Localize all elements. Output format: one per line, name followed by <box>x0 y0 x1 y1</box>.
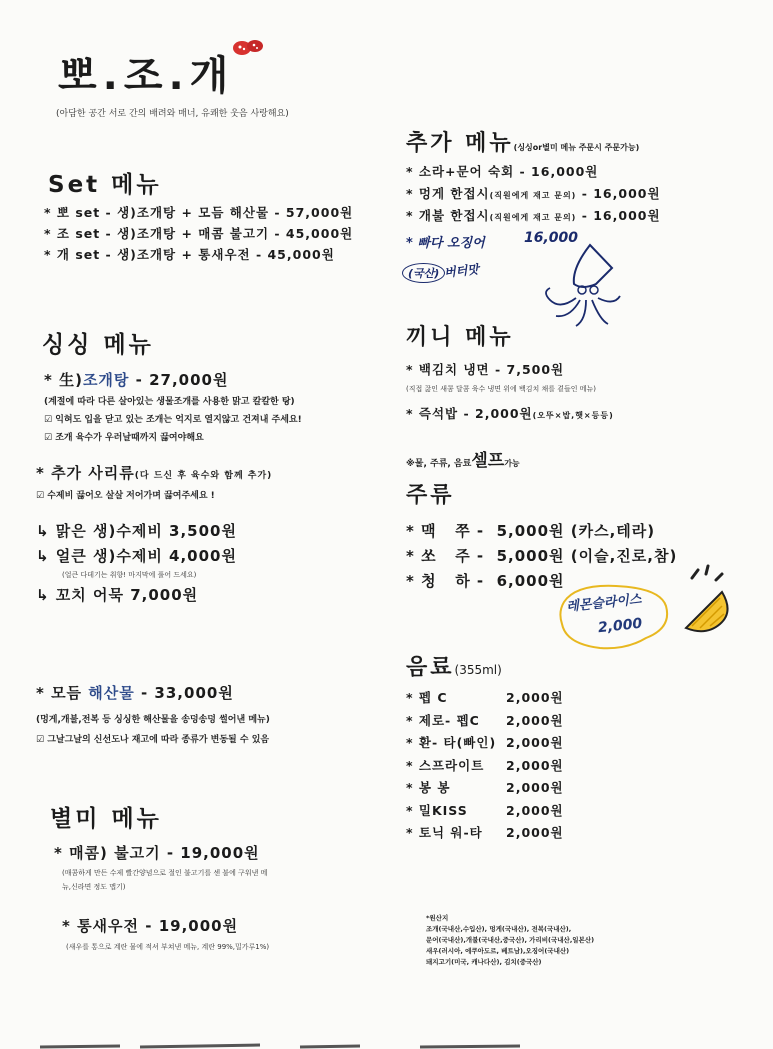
clam-soup-prefix: * 生) <box>44 371 83 389</box>
seafood-item <box>36 682 234 703</box>
spicy-note: (얼큰 다데기는 취향! 마지막에 풀어 드세요) <box>62 571 197 579</box>
bulgogi-note: 뉴,신라면 정도 맵기) <box>62 883 126 891</box>
drink-name: * 제로- 펩C <box>406 712 480 728</box>
origin-title: *원산지 <box>426 914 449 922</box>
extra-noodles-heading <box>36 462 272 483</box>
self-service-prefix: ※물, 주류, 음료 <box>406 459 472 469</box>
alcohol-item: * 맥 쭈 - 5,000원 (카스,테라) <box>406 522 656 540</box>
drink-price: 2,000원 <box>506 712 564 728</box>
drink-price: 2,000원 <box>506 825 564 840</box>
origin-info <box>426 913 594 968</box>
set-menu-heading: Set 메뉴 <box>48 172 162 198</box>
drink-name: * 환- 타(빠인) <box>406 735 497 750</box>
alcohol-item: * 청 하 - 6,000원 <box>406 572 565 590</box>
add-menu-item-name: * 개불 한접시 <box>406 208 490 223</box>
add-menu-heading-note: (싱싱or별미 메뉴 주문시 주문가능) <box>513 143 640 152</box>
self-service-word: 셀프 <box>471 451 505 471</box>
add-menu-item-note: (직원에게 재고 문의) <box>489 213 577 222</box>
rice-label: * 즉석밥 - 2,000원 <box>406 406 533 421</box>
add-menu-item <box>406 184 661 202</box>
set-menu-item: * 뽀 set - 생)조개탕 + 모듬 해산물 - 57,000원 <box>44 205 354 220</box>
clam-soup-warning: ☑ 익혀도 입을 닫고 있는 조개는 억지로 열지않고 건져내 주세요! <box>44 415 302 425</box>
add-menu-heading <box>406 126 639 157</box>
shrimp-item: * 통새우전 - 19,000원 <box>62 917 239 935</box>
set-menu-item: * 조 set - 생)조개탕 + 매콤 불고기 - 45,000원 <box>44 226 354 241</box>
drink-row <box>406 711 564 734</box>
drink-name: * 스프라이트 <box>406 757 485 773</box>
singsing-menu-heading: 싱싱 메뉴 <box>42 332 154 358</box>
drink-row <box>406 688 564 711</box>
drink-name: * 봉 봉 <box>406 780 451 795</box>
noodle-item: ↳ 맑은 생)수제비 3,500원 <box>36 522 237 540</box>
extra-noodles-title: * 추가 사리류 <box>36 464 135 482</box>
drink-row <box>406 778 564 801</box>
drink-price: 2,000원 <box>506 690 564 705</box>
butter-squid-item: * 빠다 오징어 <box>406 236 485 251</box>
origin-line: 문어(국내산),개불(국내산,중국산), 가리비(국내산,일본산) <box>426 936 595 944</box>
drink-name: * 토닉 워-타 <box>406 825 483 840</box>
drinks-heading-note: (355ml) <box>454 663 502 677</box>
origin-line: 조개(국내산,수입산), 멍게(국내산), 전복(국내산), <box>426 925 572 933</box>
lemon-slice-label: 레몬슬라이스 <box>565 592 643 615</box>
seafood-name: 해산물 <box>88 684 135 702</box>
butter-squid-taste: 버터맛 <box>443 262 480 280</box>
butter-squid-origin: (국산) <box>402 263 445 283</box>
naengmyeon-note: (직접 끓인 새콤 달콤 육수 냉면 위에 백김치 채를 곁들인 메뉴) <box>406 385 597 393</box>
drink-name: * 펩 C <box>406 690 448 705</box>
self-service-notice <box>406 446 520 471</box>
drink-price: 2,000원 <box>506 735 564 750</box>
seafood-prefix: * 모듬 <box>36 684 89 702</box>
rice-item <box>406 404 614 422</box>
bottom-edge-marks <box>0 1037 773 1049</box>
clam-soup-item <box>44 369 228 390</box>
add-menu-item-name: * 멍게 한접시 <box>406 186 490 201</box>
drink-price: 2,000원 <box>506 757 564 773</box>
clam-soup-warning: ☑ 조개 육수가 우러날때까지 끓여야해요 <box>44 433 204 443</box>
self-service-suffix: 가능 <box>504 459 520 468</box>
extra-noodles-heading-note: (다 드신 후 육수와 함께 추가) <box>134 471 273 481</box>
alcohol-item: * 쏘 주 - 5,000원 (이슬,진로,참) <box>406 547 678 565</box>
naengmyeon-item: * 백김치 냉면 - 7,500원 <box>406 362 565 377</box>
special-menu-heading: 별미 메뉴 <box>50 806 162 832</box>
seafood-note: (멍게,개불,전복 등 싱싱한 해산물을 송덩송덩 썰어낸 메뉴) <box>36 715 270 725</box>
drink-price: 2,000원 <box>506 802 564 818</box>
origin-line: 새우(러시아, 에쿠아도르, 베트남),오징어(국내산) <box>426 947 570 955</box>
fishcake-item: ↳ 꼬치 어묵 7,000원 <box>36 586 199 604</box>
drinks-heading <box>406 650 502 681</box>
lemon-slice-price: 2,000 <box>597 615 644 637</box>
add-menu-title: 추가 메뉴 <box>406 131 514 156</box>
butter-squid-price: 16,000 <box>524 230 579 246</box>
bulgogi-note: (매콤하게 만든 수제 빨간양념으로 절인 불고기를 센 불에 구워낸 메 <box>62 869 268 877</box>
alcohol-heading: 주류 <box>406 483 455 508</box>
meal-menu-heading: 끼니 메뉴 <box>406 325 514 350</box>
set-menu-item: * 개 set - 생)조개탕 + 통새우전 - 45,000원 <box>44 247 335 262</box>
drink-row <box>406 801 564 824</box>
add-menu-item <box>406 206 661 224</box>
clam-soup-note: (계절에 따라 다른 살아있는 생물조개를 사용한 맑고 칼칼한 탕) <box>44 397 295 407</box>
rice-note: (오뚜×밥,햇×등등) <box>532 411 614 420</box>
page-title: 뽀.조.개 <box>58 53 235 99</box>
drink-row <box>406 823 564 846</box>
add-menu-item-note: (직원에게 재고 문의) <box>489 191 577 200</box>
clam-soup-name: 조개탕 <box>82 371 130 389</box>
add-menu-item-price: - 16,000원 <box>576 208 661 223</box>
drink-row <box>406 733 564 756</box>
lemon-slice-icon <box>672 562 736 636</box>
seafood-note: ☑ 그날그날의 신선도나 재고에 따라 종류가 변동될 수 있음 <box>36 735 270 745</box>
add-menu-item: * 소라+문어 숙회 - 16,000원 <box>406 164 599 179</box>
drinks-list <box>406 688 564 846</box>
squid-doodle-icon <box>520 240 630 335</box>
origin-line: 돼지고기(미국, 캐나다산), 김치(중국산) <box>426 958 542 966</box>
tagline: (아담한 공간 서로 간의 배려와 매너, 유쾌한 웃음 사랑해요) <box>56 109 289 119</box>
extra-noodles-note: ☑ 수제비 끓어오 살살 저어가며 끓여주세요 ! <box>36 491 215 501</box>
drink-name: * 밀KISS <box>406 802 468 818</box>
seafood-price: - 33,000원 <box>134 684 234 702</box>
add-menu-item-price: - 16,000원 <box>576 186 661 201</box>
drink-price: 2,000원 <box>506 780 564 795</box>
clam-doodle-icon <box>230 36 266 60</box>
drink-row <box>406 756 564 779</box>
clam-soup-price: - 27,000원 <box>129 371 229 389</box>
drinks-title: 음료 <box>406 655 455 680</box>
shrimp-note: (새우를 통으로 계란 물에 적셔 부쳐낸 메뉴, 계란 99%,밀가루1%) <box>66 943 270 951</box>
noodle-item: ↳ 얼큰 생)수제비 4,000원 <box>36 547 237 565</box>
bulgogi-item: * 매콤) 불고기 - 19,000원 <box>54 844 260 862</box>
